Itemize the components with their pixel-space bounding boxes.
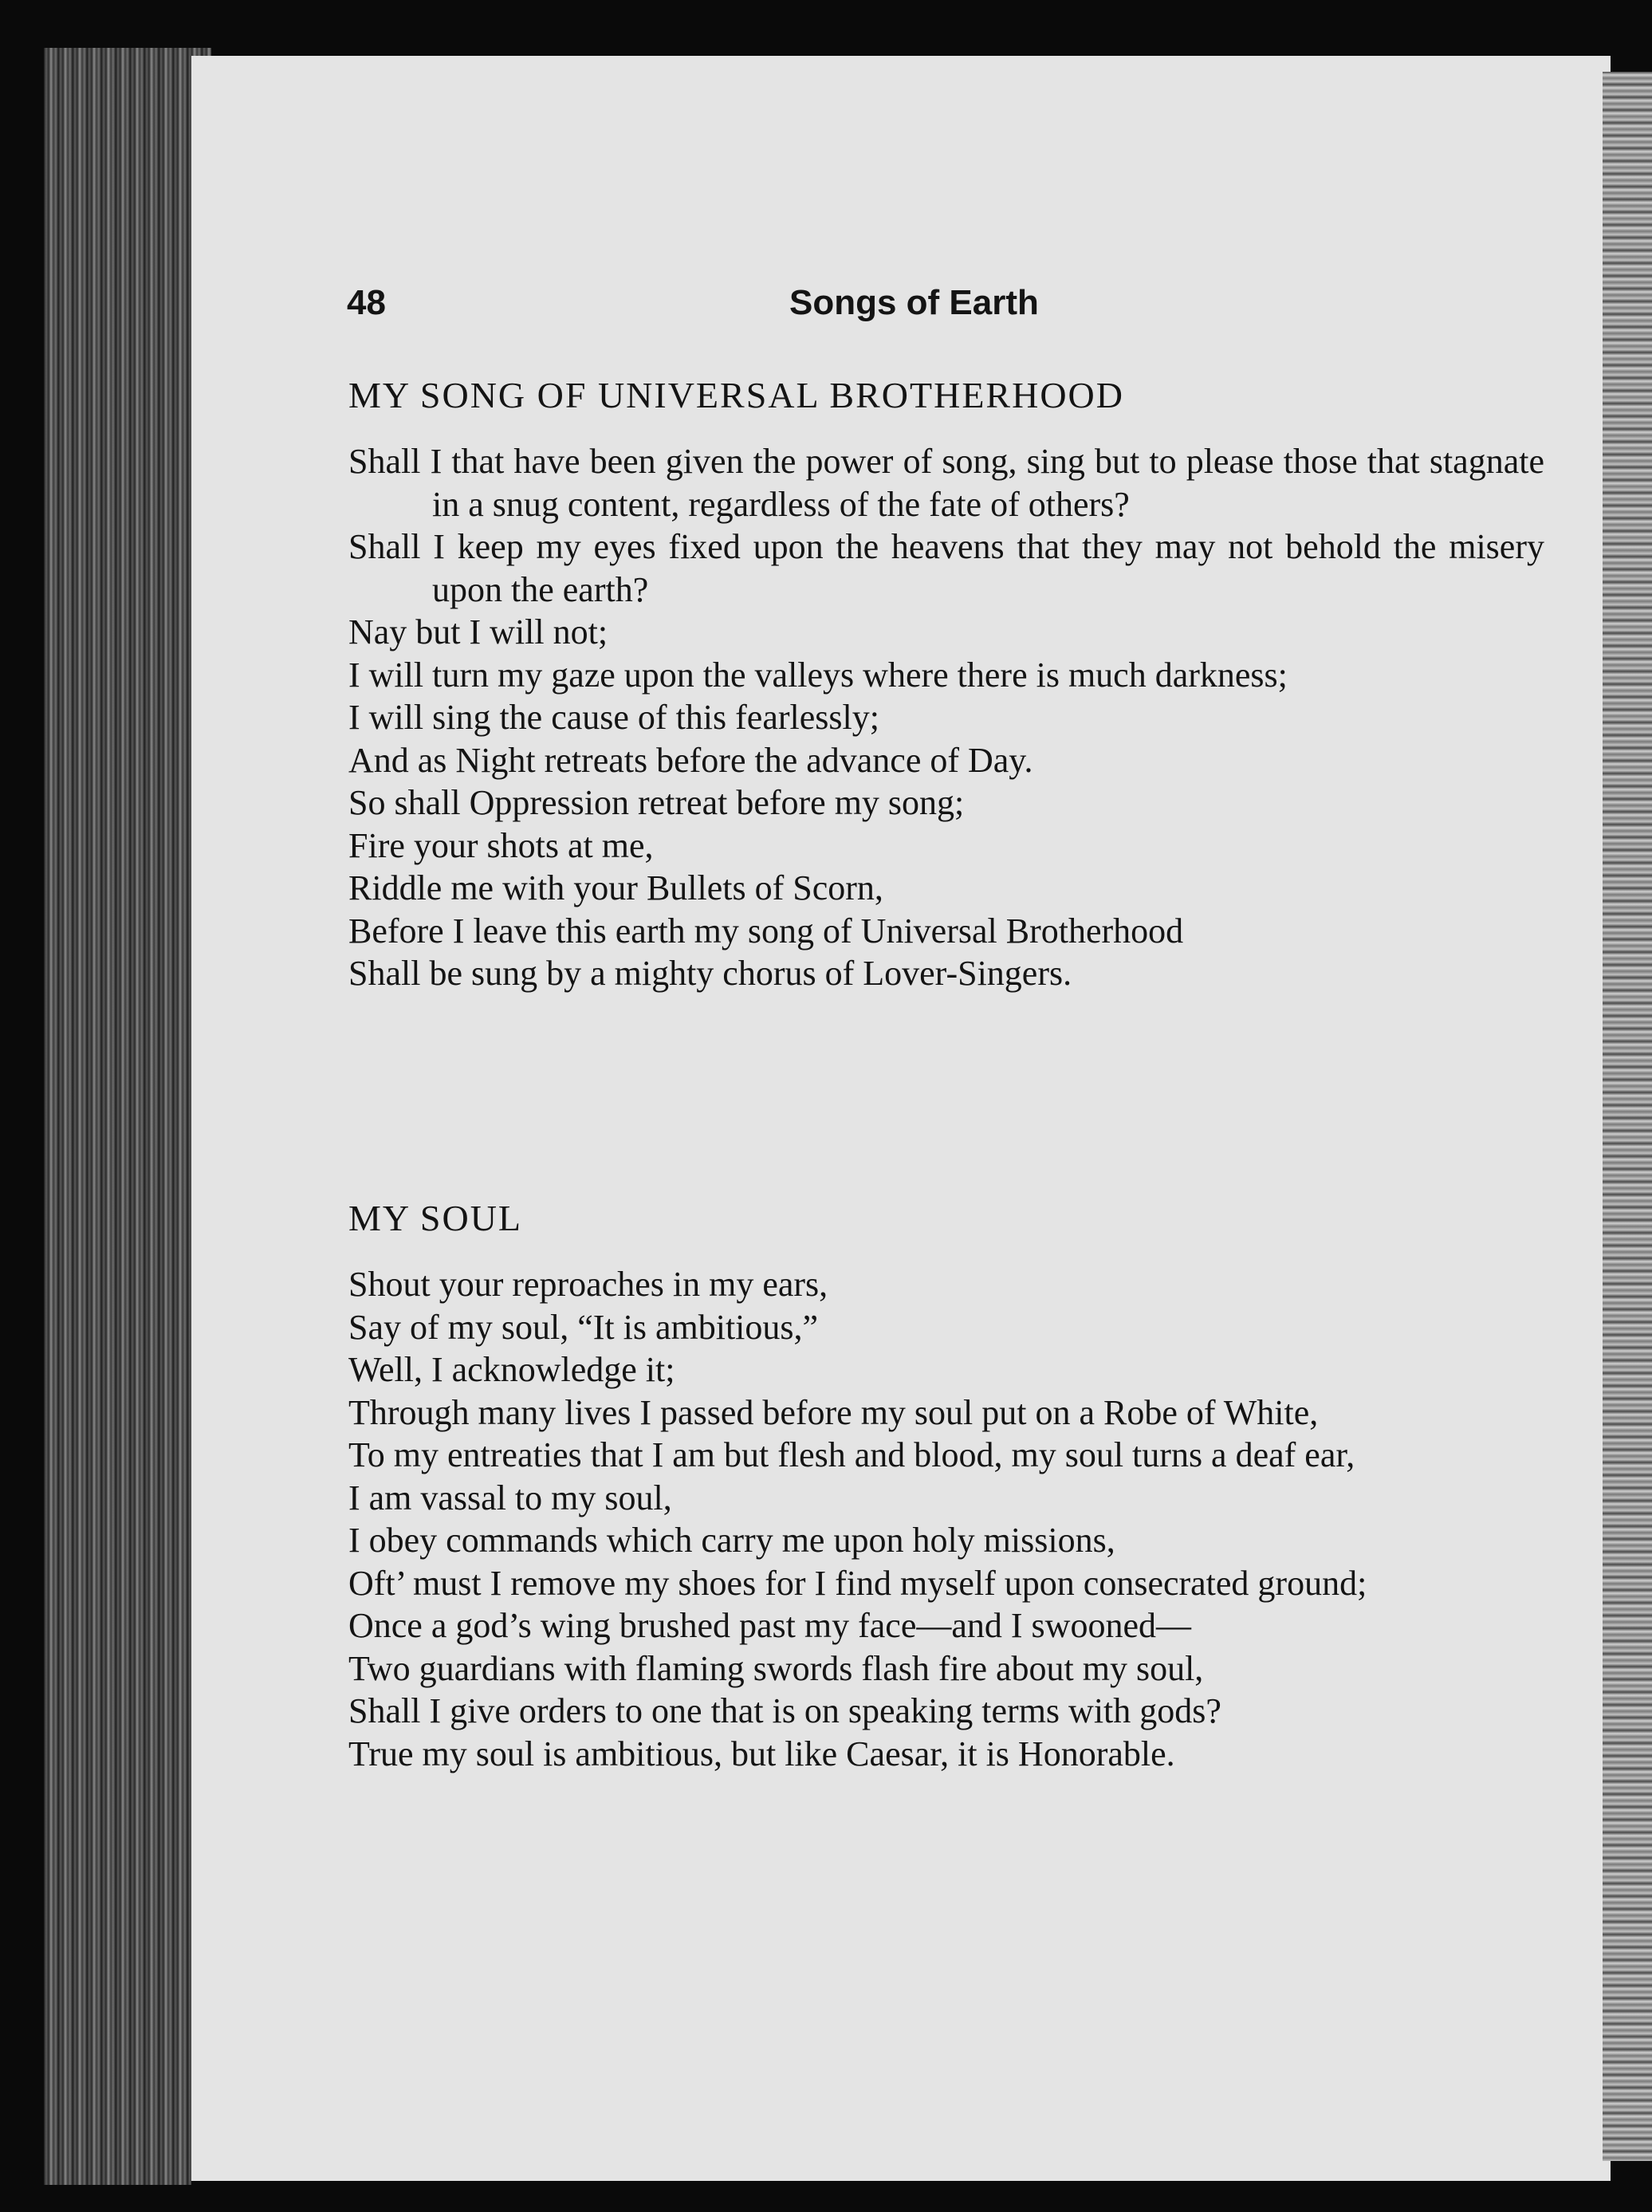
page-number: 48: [347, 283, 386, 322]
book-page-edges: [44, 48, 211, 2185]
poem-line: I will sing the cause of this fearlessly;: [348, 698, 879, 737]
poem-line: Riddle me with your Bullets of Scorn,: [348, 868, 883, 907]
poem-line: So shall Oppression retreat before my song;: [348, 783, 965, 822]
poem-line: Fire your shots at me,: [348, 825, 654, 865]
poem-line: True my soul is ambitious, but like Caesar, it is Honorable.: [348, 1734, 1175, 1773]
poem-title: MY SONG OF UNIVERSAL BROTHERHOOD: [348, 375, 1124, 415]
poem-line: Shall be sung by a mighty chorus of Lover-Singers.: [348, 954, 1072, 993]
page-header: [347, 283, 1543, 331]
poem-title: MY SOUL: [348, 1198, 523, 1238]
poem-line: Shall I give orders to one that is on speaking terms with gods?: [348, 1691, 1221, 1730]
poem-line: Nay but I will not;: [348, 612, 608, 651]
poem-line: I obey commands which carry me upon holy missions,: [348, 1521, 1115, 1560]
poem-line: Shall I keep my eyes fixed upon the heavens that they may not behold the misery upon the earth?: [348, 527, 1544, 609]
poem-line: Shout your reproaches in my ears,: [348, 1265, 828, 1304]
poem-line: Through many lives I passed before my soul put on a Robe of White,: [348, 1392, 1319, 1432]
poem-line: I will turn my gaze upon the valleys where there is much darkness;: [348, 655, 1288, 695]
poem-lines: [348, 1263, 1544, 1775]
poem-universal-brotherhood: [348, 373, 1544, 995]
poem-line: To my entreaties that I am but flesh and blood, my soul turns a deaf ear,: [348, 1435, 1355, 1474]
poem-line: Shall I that have been given the power of song, sing but to please those that stagnate in a snug content, regardless of the fate of others?: [348, 442, 1544, 524]
book-right-edge: [1603, 72, 1652, 2161]
poem-lines: [348, 440, 1544, 995]
poem-line: Well, I acknowledge it;: [348, 1350, 675, 1389]
poem-line: Two guardians with flaming swords flash fire about my soul,: [348, 1648, 1204, 1688]
bottom-shadow: [191, 2181, 1611, 2212]
poem-line: Before I leave this earth my song of Universal Brotherhood: [348, 911, 1184, 951]
poem-line: Once a god’s wing brushed past my face—and I swooned—: [348, 1606, 1191, 1645]
poem-line: Say of my soul, “It is ambitious,”: [348, 1307, 819, 1347]
poem-line: And as Night retreats before the advance of Day.: [348, 740, 1033, 780]
poem-my-soul: [348, 1196, 1544, 1775]
running-title: Songs of Earth: [789, 283, 1039, 322]
poem-line: Oft’ must I remove my shoes for I find myself upon consecrated ground;: [348, 1563, 1367, 1603]
poem-line: I am vassal to my soul,: [348, 1478, 672, 1517]
